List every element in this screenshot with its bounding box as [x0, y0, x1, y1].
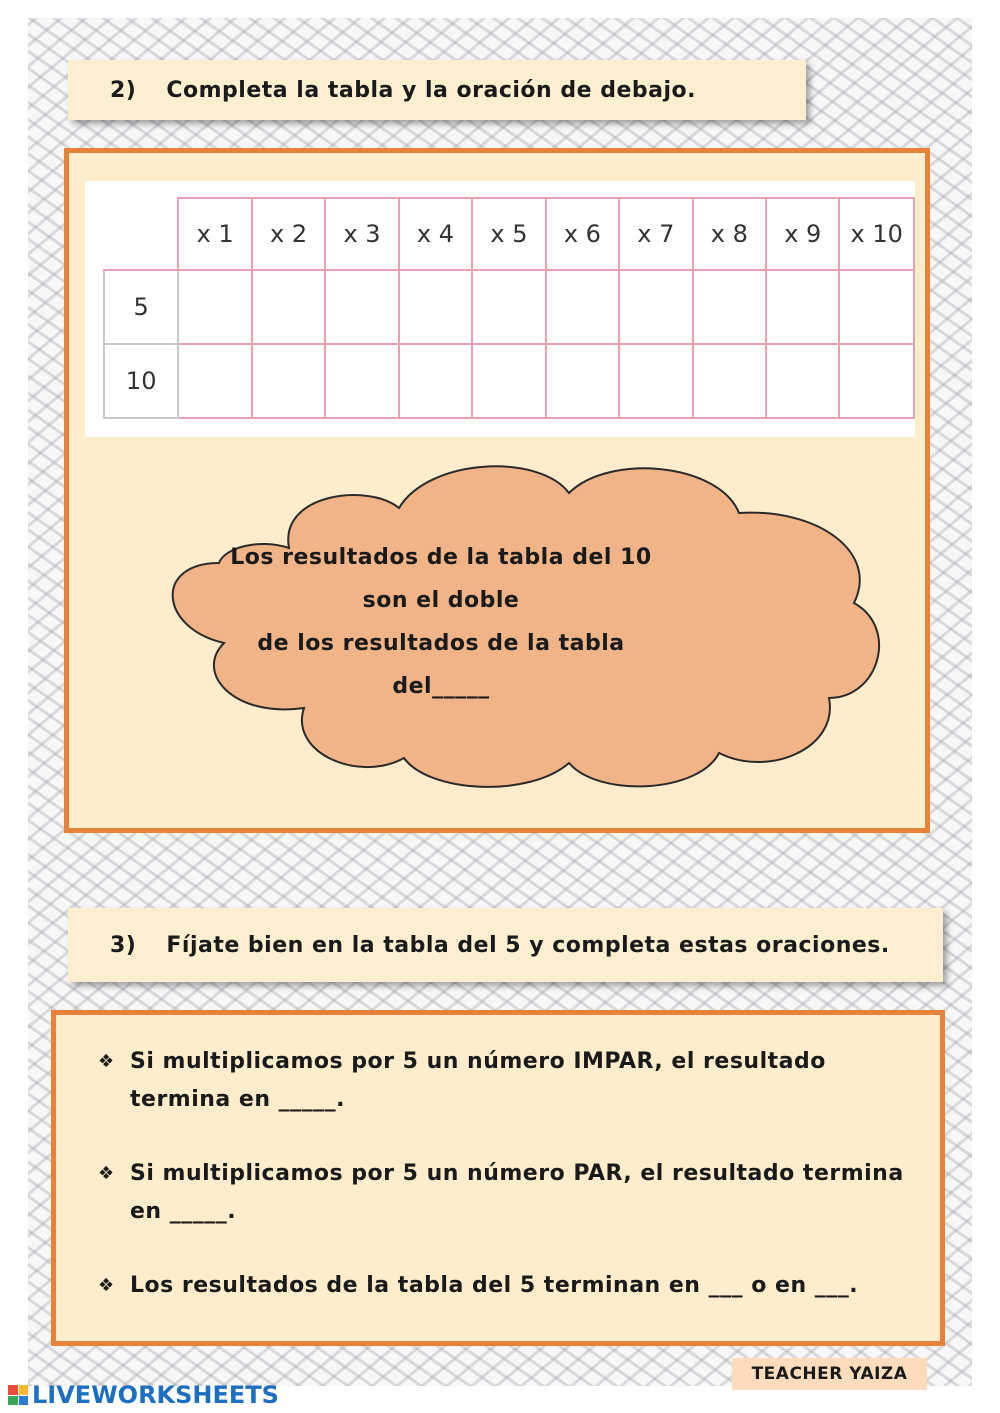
- exercise-3-banner: [68, 908, 943, 982]
- answer-cell[interactable]: [399, 270, 472, 344]
- column-header: x 5: [472, 198, 545, 270]
- liveworksheets-logo[interactable]: [8, 1380, 279, 1410]
- exercise-2-panel: [64, 148, 930, 833]
- answer-cell[interactable]: [619, 270, 692, 344]
- column-header: x 7: [619, 198, 692, 270]
- list-item: [96, 1043, 926, 1119]
- answer-cell[interactable]: [472, 344, 545, 418]
- diamond-bullet-icon: ❖: [98, 1275, 115, 1296]
- sentence-blank-line[interactable]: Los resultados de la tabla del 5 terminan en ___ o en ___.: [130, 1273, 859, 1298]
- multiplication-table-card: [85, 181, 915, 437]
- answer-cell[interactable]: [546, 344, 619, 418]
- column-header: x 2: [252, 198, 325, 270]
- answer-cell[interactable]: [546, 270, 619, 344]
- table-row: [104, 270, 914, 344]
- answer-cell[interactable]: [325, 344, 398, 418]
- column-header: x 10: [839, 198, 914, 270]
- list-item: [96, 1267, 926, 1305]
- answer-cell[interactable]: [252, 344, 325, 418]
- answer-cell[interactable]: [693, 270, 766, 344]
- exercise-2-instruction: Completa la tabla y la oración de debajo.: [166, 77, 696, 103]
- diamond-bullet-icon: ❖: [98, 1051, 115, 1072]
- column-header: x 9: [766, 198, 839, 270]
- sentence-blank-line[interactable]: en _____.: [130, 1199, 237, 1224]
- column-header: x 1: [178, 198, 251, 270]
- answer-cell[interactable]: [178, 344, 251, 418]
- sentence-blank-line[interactable]: termina en _____.: [130, 1087, 346, 1112]
- table-header-row: [104, 198, 914, 270]
- answer-cell[interactable]: [839, 270, 914, 344]
- logo-text: LIVEWORKSHEETS: [32, 1381, 279, 1409]
- list-item: [96, 1155, 926, 1231]
- answer-cell[interactable]: [178, 270, 251, 344]
- column-header: x 8: [693, 198, 766, 270]
- cloud-line: Los resultados de la tabla del 10: [230, 545, 652, 570]
- cloud-blank-line[interactable]: del_____: [392, 674, 490, 699]
- row-header: 5: [104, 270, 178, 344]
- answer-cell[interactable]: [472, 270, 545, 344]
- column-header: x 4: [399, 198, 472, 270]
- cloud-line: son el doble: [362, 588, 520, 613]
- exercise-3-number: 3): [110, 932, 137, 958]
- answer-cell[interactable]: [693, 344, 766, 418]
- answer-cell[interactable]: [252, 270, 325, 344]
- sentence-line: Si multiplicamos por 5 un número IMPAR, el resultado: [130, 1049, 826, 1074]
- sentence-line: Si multiplicamos por 5 un número PAR, el resultado termina: [130, 1161, 904, 1186]
- sentence-list: [96, 1043, 926, 1305]
- column-header: x 3: [325, 198, 398, 270]
- answer-cell[interactable]: [766, 344, 839, 418]
- answer-cell[interactable]: [839, 344, 914, 418]
- cloud-line: de los resultados de la tabla: [257, 631, 625, 656]
- answer-cell[interactable]: [399, 344, 472, 418]
- exercise-3-panel: [51, 1010, 945, 1346]
- column-header: x 6: [546, 198, 619, 270]
- cloud-text: [221, 536, 661, 708]
- answer-cell[interactable]: [325, 270, 398, 344]
- row-header: 10: [104, 344, 178, 418]
- answer-cell[interactable]: [766, 270, 839, 344]
- answer-cell[interactable]: [619, 344, 692, 418]
- multiplication-table: [103, 197, 915, 419]
- logo-mark-icon: [8, 1385, 28, 1405]
- exercise-2-banner: [68, 60, 806, 120]
- table-row: [104, 344, 914, 418]
- author-tag: TEACHER YAIZA: [732, 1358, 927, 1390]
- exercise-3-instruction: Fíjate bien en la tabla del 5 y completa estas oraciones.: [166, 932, 890, 958]
- table-corner: [104, 198, 178, 270]
- exercise-2-number: 2): [110, 77, 137, 103]
- diamond-bullet-icon: ❖: [98, 1163, 115, 1184]
